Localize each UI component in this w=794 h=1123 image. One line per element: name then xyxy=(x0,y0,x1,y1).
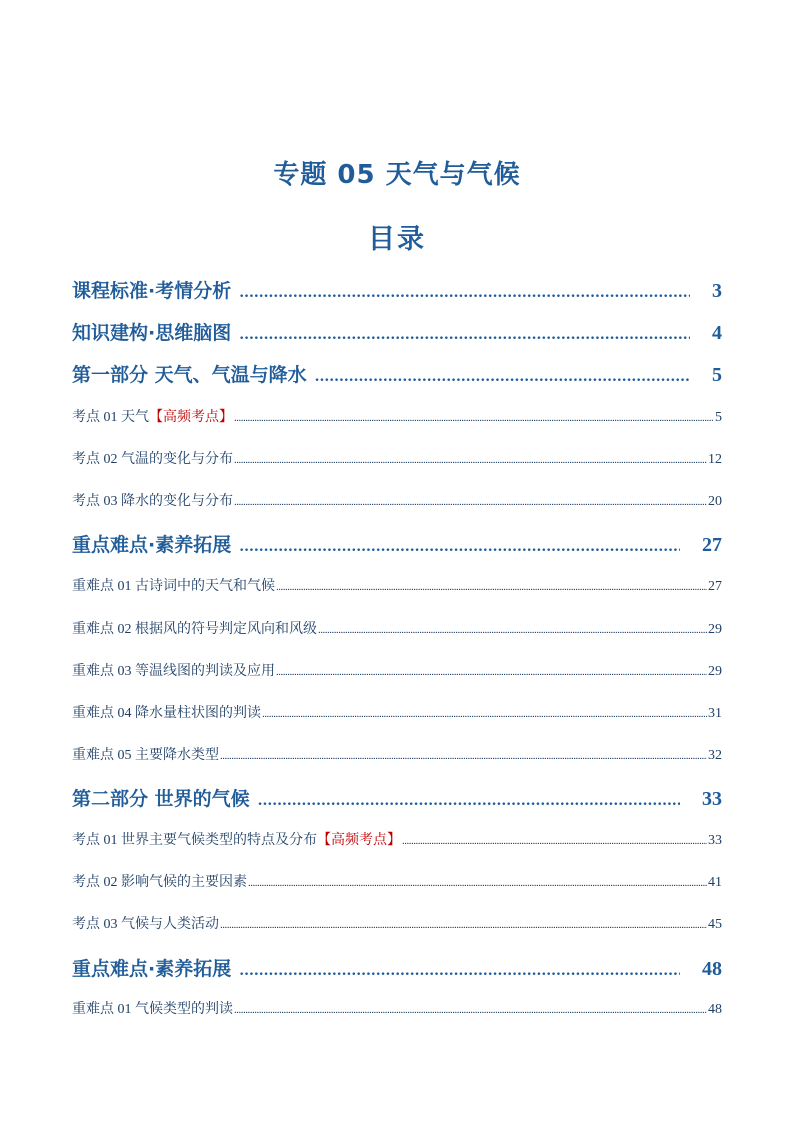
toc-entry-label: 重点难点·素养拓展 xyxy=(72,534,232,556)
toc-entry[interactable] xyxy=(72,829,722,849)
toc-page-number: 45 xyxy=(708,917,722,932)
toc-leader-dots xyxy=(276,581,707,593)
toc-entry-text: 考点 01 世界主要气候类型的特点及分布 xyxy=(72,833,317,848)
toc-page-number: 4 xyxy=(712,322,722,344)
toc-entry-label: 知识建构·思维脑图 xyxy=(72,322,232,344)
toc-page-number: 33 xyxy=(702,788,722,810)
toc-entry[interactable] xyxy=(72,318,722,345)
toc-leader-dots xyxy=(402,835,707,847)
toc-leader-dots xyxy=(318,624,707,636)
toc-entry-text: 考点 01 天气 xyxy=(72,410,149,425)
toc-entry[interactable] xyxy=(72,702,722,722)
toc-leader-dots xyxy=(234,412,714,424)
toc-entry-label: 考点 02 气温的变化与分布 xyxy=(72,452,233,467)
toc-heading: 目录 xyxy=(368,224,426,255)
toc-page-number: 20 xyxy=(708,494,722,509)
toc-entry[interactable] xyxy=(72,360,722,387)
toc-page-number: 29 xyxy=(708,622,722,637)
toc-page-number: 32 xyxy=(708,748,722,763)
toc-entry[interactable] xyxy=(72,575,722,595)
toc-page-number: 12 xyxy=(708,452,722,467)
toc-entry-label: 第二部分 世界的气候 xyxy=(72,788,250,810)
toc-leader-dots xyxy=(239,285,690,301)
toc-entry[interactable] xyxy=(72,871,722,891)
toc-page-number: 48 xyxy=(708,1002,722,1017)
toc-entry[interactable] xyxy=(72,276,722,303)
toc-page-number: 41 xyxy=(708,875,722,890)
high-frequency-tag: 【高频考点】 xyxy=(149,410,233,425)
toc-page-number: 5 xyxy=(715,410,722,425)
toc-leader-dots xyxy=(315,369,690,385)
toc-leader-dots xyxy=(234,454,707,466)
toc-entry[interactable] xyxy=(72,913,722,933)
toc-entry-label: 重难点 05 主要降水类型 xyxy=(72,748,219,763)
toc-entry[interactable] xyxy=(72,406,722,426)
toc-leader-dots xyxy=(239,963,680,979)
toc-entry-label: 重难点 02 根据风的符号判定风向和风级 xyxy=(72,622,317,637)
toc-entry[interactable] xyxy=(72,998,722,1018)
toc-entry[interactable] xyxy=(72,490,722,510)
toc-entry-label: 考点 03 降水的变化与分布 xyxy=(72,494,233,509)
toc-entry[interactable] xyxy=(72,744,722,764)
toc-entry-label: 考点 03 气候与人类活动 xyxy=(72,917,219,932)
toc-entry-label: 重难点 04 降水量柱状图的判读 xyxy=(72,706,261,721)
toc-entry-label xyxy=(72,406,233,426)
toc-leader-dots xyxy=(276,666,707,678)
toc-entry-label: 重难点 03 等温线图的判读及应用 xyxy=(72,664,275,679)
toc-entry-label: 考点 02 影响气候的主要因素 xyxy=(72,875,247,890)
toc-leader-dots xyxy=(220,750,707,762)
toc-leader-dots xyxy=(234,496,707,508)
toc-leader-dots xyxy=(262,708,707,720)
toc-entry-label: 重难点 01 古诗词中的天气和气候 xyxy=(72,579,275,594)
document-title: 专题 05 天气与气候 xyxy=(273,160,521,190)
toc-leader-dots xyxy=(248,877,707,889)
toc-entry[interactable] xyxy=(72,954,722,981)
toc-page-number: 27 xyxy=(702,534,722,556)
toc-leader-dots xyxy=(239,327,690,343)
toc-entry-label xyxy=(72,829,401,849)
toc-page-number: 31 xyxy=(708,706,722,721)
toc-entry[interactable] xyxy=(72,660,722,680)
toc-page-number: 5 xyxy=(712,364,722,386)
toc-entry-label: 第一部分 天气、气温与降水 xyxy=(72,364,307,386)
toc-leader-dots xyxy=(239,539,680,555)
toc-page-number: 3 xyxy=(712,280,722,302)
toc-entry[interactable] xyxy=(72,448,722,468)
high-frequency-tag: 【高频考点】 xyxy=(317,833,401,848)
toc-entry-label: 重点难点·素养拓展 xyxy=(72,958,232,980)
toc-entry-label: 重难点 01 气候类型的判读 xyxy=(72,1002,233,1017)
toc-page-number: 33 xyxy=(708,833,722,848)
toc-page-number: 48 xyxy=(702,958,722,980)
toc-entry-label: 课程标准·考情分析 xyxy=(72,280,232,302)
toc-entry[interactable] xyxy=(72,530,722,557)
toc-leader-dots xyxy=(220,919,707,931)
toc-entry[interactable] xyxy=(72,784,722,811)
toc-page-number: 27 xyxy=(708,579,722,594)
toc-leader-dots xyxy=(258,793,680,809)
toc-leader-dots xyxy=(234,1004,707,1016)
toc-page-number: 29 xyxy=(708,664,722,679)
toc-entry[interactable] xyxy=(72,618,722,638)
